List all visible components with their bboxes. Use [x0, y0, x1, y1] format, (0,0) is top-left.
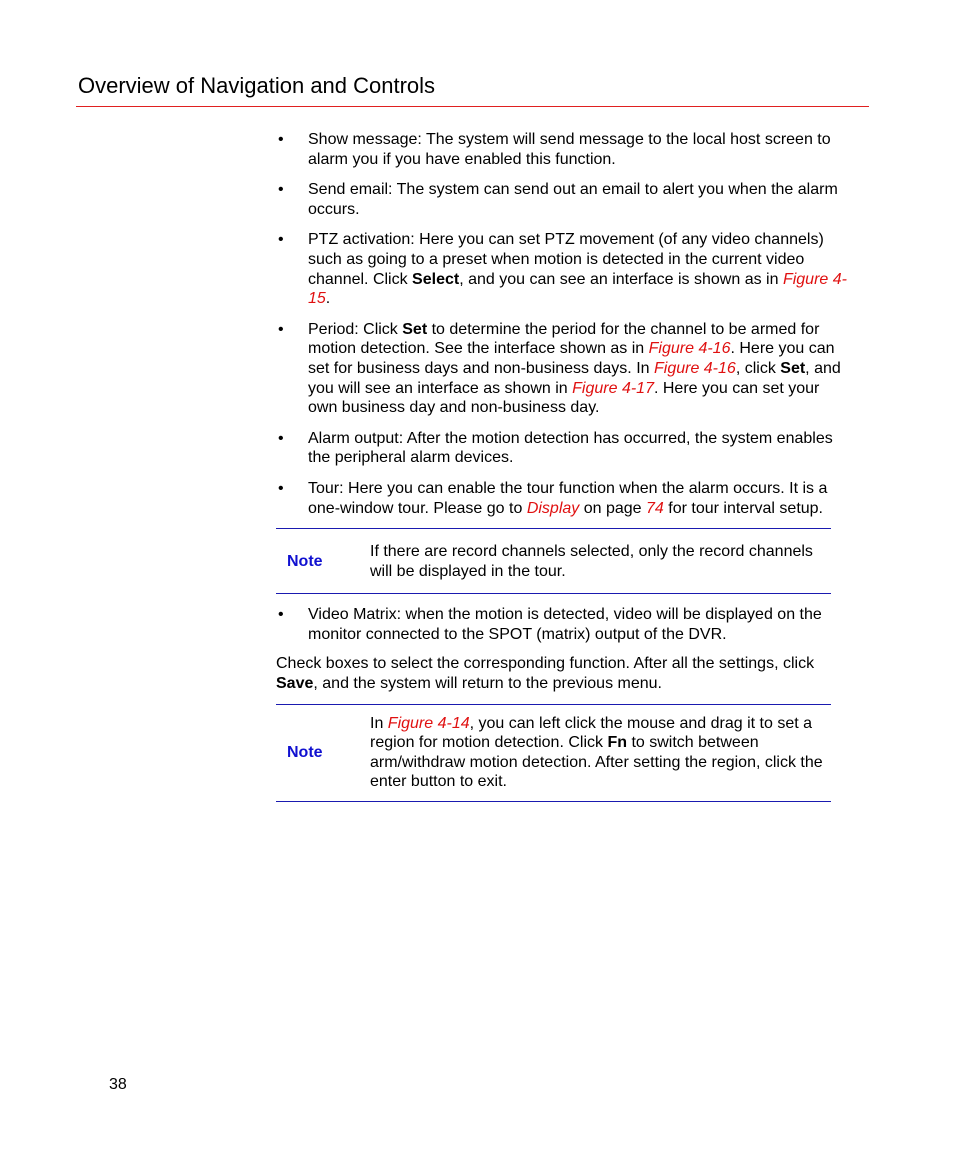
list-item-send-email [276, 180, 848, 219]
bullet-icon: • [278, 606, 284, 624]
bullet-list-video-matrix [276, 605, 848, 644]
bullet-icon: • [278, 131, 284, 148]
text-run: . Here you can set for business days and non-business days. In [308, 340, 835, 377]
text-run: Check boxes to select the corresponding function. After all the settings, click [276, 655, 815, 673]
list-item-period [276, 320, 848, 418]
text-run: PTZ activation: Here you can set PTZ movement (of any video channels) such as going to a preset when motion is detected in the current video channel. Click [308, 231, 824, 288]
bullet-icon: • [278, 181, 284, 199]
text-run: If there are record channels selected, only the record channels will be displayed in the tour. [370, 543, 813, 580]
text-run: , and the system will return to the previous menu. [313, 675, 662, 693]
note-label: Note [287, 552, 323, 570]
text-run: Tour: Here you can enable the tour function when the alarm occurs. It is a one-window tour. Please go to [308, 479, 828, 517]
cross-reference-link[interactable]: 74 [646, 499, 664, 517]
bullet-icon: • [278, 479, 284, 497]
bullet-icon: • [278, 231, 284, 249]
note-box-region [276, 704, 831, 802]
text-run: for tour interval setup. [663, 499, 823, 517]
text-run: . Here you can set your own business day and non-business day. [308, 379, 820, 417]
note-text [370, 714, 831, 792]
list-item-show-message [276, 130, 848, 169]
text-run: , click [735, 359, 781, 377]
bold-term: Fn [607, 734, 627, 752]
text-run: to determine the period for the channel to be armed for motion detection. See the interface shown as in [308, 320, 820, 358]
title-rule [76, 106, 869, 107]
text-run: to switch between arm/withdraw motion detection. After setting the region, click the enter button to exit. [370, 734, 823, 791]
text-run: Send email: The system can send out an email to alert you when the alarm occurs. [308, 181, 838, 218]
bold-term: Save [276, 675, 314, 693]
text-run: Alarm output: After the motion detection has occurred, the system enables the peripheral alarm devices. [308, 429, 833, 467]
bold-term: Set [402, 320, 428, 338]
cross-reference-link[interactable]: Figure 4-17 [572, 379, 654, 397]
cross-reference-link[interactable]: Figure 4-15 [308, 270, 847, 308]
text-run: , and you can see an interface is shown as in [459, 270, 783, 288]
text-run: . [325, 290, 331, 308]
cross-reference-link[interactable]: Display [526, 499, 580, 517]
text-run: on page [579, 499, 647, 517]
list-item-video-matrix [276, 605, 848, 644]
list-item-ptz-activation [276, 230, 848, 308]
content [276, 130, 848, 802]
page-number: 38 [109, 1076, 127, 1093]
text-run: , and you will see an interface as shown in [308, 359, 841, 397]
text-run: Show message: The system will send message to the local host screen to alarm you if you have enabled this function. [308, 131, 831, 168]
bold-term: Select [412, 270, 460, 288]
bullet-icon: • [278, 429, 284, 447]
bullet-icon: • [278, 320, 284, 338]
note-label: Note [287, 744, 323, 762]
cross-reference-link[interactable]: Figure 4-16 [648, 340, 731, 358]
text-run: Period: Click [308, 320, 403, 338]
paragraph-save-instructions [276, 654, 848, 693]
page-title: Overview of Navigation and Controls [78, 73, 436, 98]
note-text [370, 542, 831, 581]
text-run: , you can left click the mouse and drag it to set a region for motion detection. Click [370, 714, 813, 752]
bold-term: Set [780, 359, 806, 377]
cross-reference-link[interactable]: Figure 4-16 [653, 359, 736, 377]
note-box-tour [276, 528, 831, 594]
text-run: In [370, 714, 388, 732]
list-item-alarm-output [276, 429, 848, 468]
text-run: Video Matrix: when the motion is detected, video will be displayed on the monitor connected to the SPOT (matrix) output of the DVR. [308, 606, 822, 643]
cross-reference-link[interactable]: Figure 4-14 [387, 714, 470, 732]
list-item-tour [276, 479, 848, 518]
bullet-list-alarm-actions [276, 130, 848, 518]
